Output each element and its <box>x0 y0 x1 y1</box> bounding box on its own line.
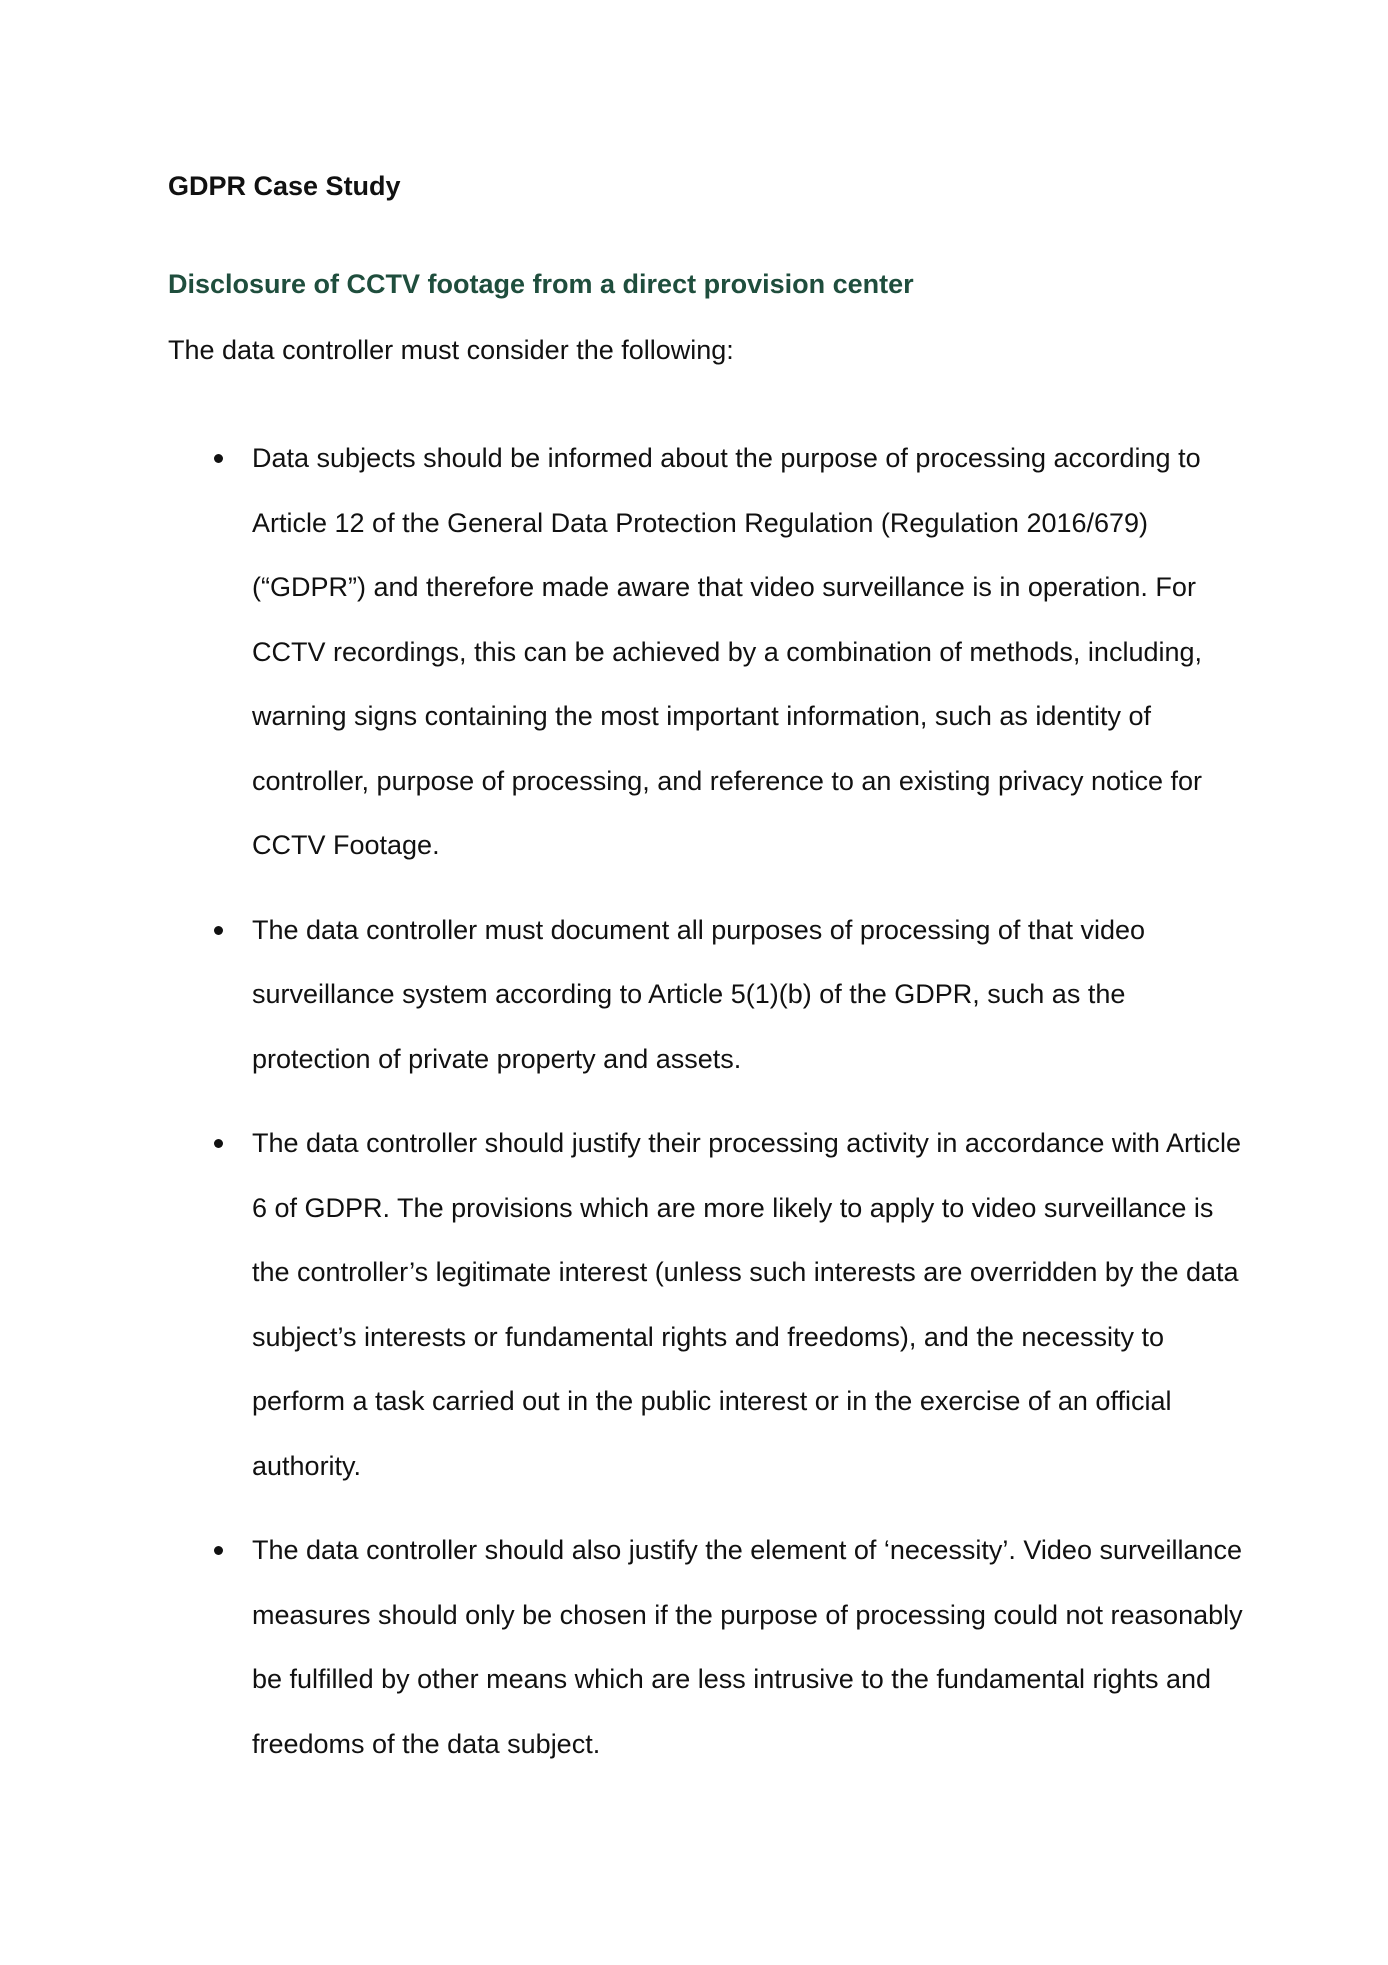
bullet-point-icon <box>214 1546 223 1555</box>
bullet-item <box>168 1111 1248 1498</box>
bullet-list <box>168 426 1248 1796</box>
bullet-text: The data controller should also justify the element of ‘necessity’. Video surveillance measures should only be chosen if the purpose of processing could not reasonably be fulfilled by other means which are less intrusive to the fundamental rights and freedoms of the data subject. <box>252 1535 1243 1759</box>
bullet-item <box>168 898 1248 1092</box>
document-title: GDPR Case Study <box>168 171 401 201</box>
bullet-point-icon <box>214 454 223 463</box>
intro-paragraph: The data controller must consider the following: <box>168 335 734 365</box>
bullet-text: The data controller must document all purposes of processing of that video surveillance system according to Article 5(1)(b) of the GDPR, such as the protection of private property and assets. <box>252 914 1145 1074</box>
bullet-item <box>168 1518 1248 1776</box>
bullet-text: Data subjects should be informed about the purpose of processing according to Article 12 of the General Data Protection Regulation (Regulation 2016/679) (“GDPR”) and therefore made aware that video surveillance is in operation. For CCTV recordings, this can be achieved by a combination of methods, including, warning signs containing the most important information, such as identity of controller, purpose of processing, and reference to an existing privacy notice for CCTV Footage. <box>252 443 1203 860</box>
bullet-item <box>168 426 1248 878</box>
bullet-point-icon <box>214 926 223 935</box>
section-heading: Disclosure of CCTV footage from a direct provision center <box>168 269 914 299</box>
bullet-point-icon <box>214 1139 223 1148</box>
bullet-text: The data controller should justify their processing activity in accordance with Article 6 of GDPR. The provisions which are more likely to apply to video surveillance is the controller’s legitimate interest (unless such interests are overridden by the data subject’s interests or fundamental rights and freedoms), and the necessity to perform a task carried out in the public interest or in the exercise of an official authority. <box>252 1128 1241 1481</box>
